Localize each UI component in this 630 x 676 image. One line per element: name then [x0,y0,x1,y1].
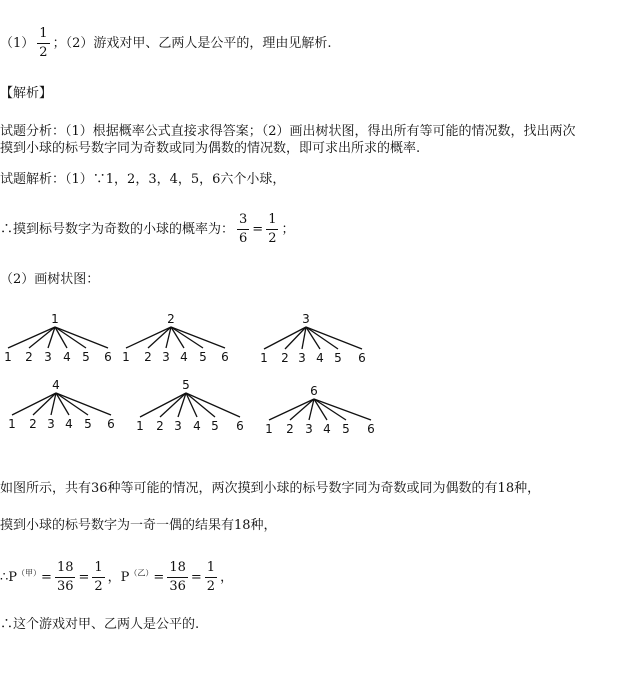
analysis-line-1: 试题分析：（1）根据概率公式直接求得答案；（2）画出树状图，得出所有等可能的情况数，找出两次 [0,124,576,139]
tree-root-label: 5 [182,378,190,392]
tree-leaf-label: 1 [4,350,12,364]
equals-sign: = [153,570,165,585]
odd-prob-fraction-2 [266,212,278,247]
fraction-denominator: 36 [169,579,186,594]
tree-leaf-label: 2 [29,417,37,431]
tree-leaf-label: 3 [47,417,55,431]
line-end: ， [220,570,234,585]
fraction-denominator: 2 [39,45,48,60]
tree-leaf-label: 3 [174,419,182,433]
tree-leaf-label: 2 [286,422,294,436]
analysis-line-2: 摸到小球的标号数字同为奇数或同为偶数的情况数，即可求出所求的概率. [0,141,421,156]
tree-branch [186,393,215,417]
fraction-numerator: 1 [205,560,217,578]
tree-leaf-label: 4 [323,422,331,436]
tree-leaf-label: 5 [342,422,350,436]
tree-6 [265,384,375,436]
tree-branch [33,393,56,415]
fraction-denominator: 36 [56,579,74,594]
tree-5 [136,378,244,433]
tree-leaf-label: 6 [104,350,112,364]
tree-root-label: 3 [302,312,310,326]
tree-leaf-label: 1 [265,422,273,436]
final-conclusion: ∴这个游戏对甲、乙两人是公平的. [0,617,200,632]
solution-intro: 试题解析：（1）∵1，2，3，4，5，6六个小球， [0,172,286,187]
fraction-denominator: 2 [268,231,277,246]
probability-equation-line [0,560,233,595]
tree-leaf-label: 5 [82,350,90,364]
tree-branch [126,327,171,348]
tree-leaf-label: 1 [122,350,130,364]
tree-leaf-label: 6 [107,417,115,431]
fraction-denominator: 2 [206,579,216,594]
subscript-jia: （甲） [17,568,42,578]
fraction-numerator: 3 [237,212,249,230]
tree-4 [8,378,115,431]
answer-part1-prefix: （1） [0,36,35,51]
fraction-denominator: 2 [94,579,103,594]
tree-3 [260,312,366,365]
fraction-numerator: 1 [266,212,278,230]
equals-sign: = [190,570,202,585]
tree-leaf-label: 1 [260,351,268,365]
conclusion-line-2: 摸到小球的标号数字为一奇一偶的结果有18种， [0,518,277,533]
p-yi-fraction [167,560,188,595]
tree-diagram-label: （2）画树状图： [0,272,100,287]
tree-leaf-label: 6 [367,422,375,436]
tree-branch [8,327,55,348]
tree-leaf-label: 4 [316,351,324,365]
tree-leaf-label: 2 [144,350,152,364]
answer-part1-suffix: ；（2）游戏对甲、乙两人是公平的，理由见解析. [52,36,332,51]
tree-branch [314,399,327,420]
tree-leaf-label: 5 [199,350,207,364]
tree-leaf-label: 4 [63,350,71,364]
odd-prob-suffix: ； [281,222,295,237]
tree-branch [269,399,314,420]
tree-branch [264,327,306,349]
tree-leaf-label: 5 [211,419,219,433]
tree-root-label: 2 [167,312,175,326]
tree-root-label: 6 [310,384,318,398]
tree-1 [4,312,112,364]
therefore-p-jia: ∴P [0,570,18,585]
fraction-numerator: 1 [92,560,104,578]
answer-half-fraction [37,26,49,61]
p-jia-simplified [92,560,104,595]
p-jia-fraction [55,560,76,595]
equals-sign: = [78,570,90,585]
fraction-numerator: 18 [55,560,76,578]
equals-sign: = [252,222,264,237]
subscript-yi: （乙） [129,568,154,578]
p-yi-label: ，P [107,570,130,585]
tree-leaf-label: 1 [136,419,144,433]
fraction-denominator: 6 [239,231,248,246]
tree-leaf-label: 2 [156,419,164,433]
tree-branch [55,327,67,348]
tree-leaf-label: 6 [221,350,229,364]
tree-leaf-label: 4 [180,350,188,364]
conclusion-line-1: 如图所示，共有36种等可能的情况，两次摸到小球的标号数字同为奇数或同为偶数的有18种， [0,481,541,496]
odd-prob-prefix: ∴摸到标号数字为奇数的小球的概率为： [0,222,235,237]
tree-leaf-label: 3 [44,350,52,364]
tree-diagram [0,300,630,450]
tree-leaf-label: 1 [8,417,16,431]
tree-leaf-label: 6 [236,419,244,433]
p-yi-simplified [205,560,217,595]
odd-prob-fraction-1 [237,212,249,247]
tree-2 [122,312,229,364]
tree-branch [186,393,240,417]
tree-leaf-label: 5 [84,417,92,431]
fraction-numerator: 1 [37,26,49,44]
tree-root-label: 1 [51,312,59,326]
tree-leaf-label: 3 [162,350,170,364]
tree-branch [12,393,56,415]
answer-line [0,26,331,61]
tree-leaf-label: 3 [298,351,306,365]
tree-leaf-label: 3 [305,422,313,436]
fraction-numerator: 18 [167,560,188,578]
tree-branch [148,327,171,348]
analysis-header: 【解析】 [0,86,53,101]
tree-root-label: 4 [52,378,60,392]
tree-leaf-label: 6 [358,351,366,365]
tree-branch [314,399,371,420]
tree-leaf-label: 2 [281,351,289,365]
tree-leaf-label: 2 [25,350,33,364]
odd-probability-line [0,212,295,247]
tree-leaf-label: 5 [334,351,342,365]
tree-leaf-label: 4 [65,417,73,431]
tree-leaf-label: 4 [193,419,201,433]
equals-sign: = [41,570,52,585]
